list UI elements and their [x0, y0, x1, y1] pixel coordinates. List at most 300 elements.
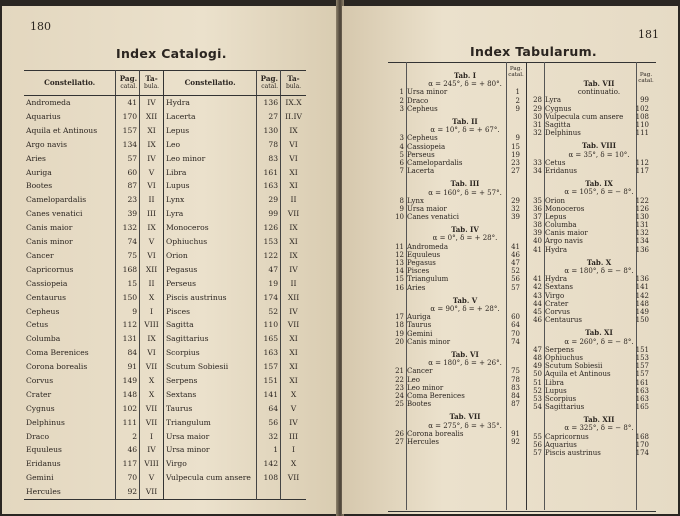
- tabula-heading: [390, 351, 526, 359]
- left-page: [2, 6, 338, 514]
- page-number: 75: [116, 249, 140, 263]
- entry-number: 52: [533, 386, 542, 395]
- list-item: [528, 354, 656, 362]
- tabula-number: III: [140, 207, 164, 221]
- list-item: [390, 338, 526, 346]
- constellation-name: Bootes: [407, 400, 432, 409]
- constellation-name: Camelopardalis: [407, 158, 463, 167]
- page-number: 74: [116, 235, 140, 249]
- list-item: [390, 167, 526, 175]
- page-number: 57: [511, 283, 520, 292]
- constellation-name: Sagittarius: [165, 334, 209, 344]
- list-item: [528, 205, 656, 213]
- table-row: [24, 179, 306, 193]
- pag-header-left: Pag. catal.: [508, 66, 524, 79]
- list-item: [528, 167, 656, 175]
- page-number: 111: [116, 415, 140, 429]
- page-number: 52: [511, 267, 520, 276]
- list-item: [390, 330, 526, 338]
- constellation-name: Hercules: [407, 437, 439, 446]
- entry-number: 11: [395, 242, 404, 251]
- constellation-name: Vulpecula cum ansere: [545, 112, 624, 121]
- page-number: 56: [511, 275, 520, 284]
- constellation-name: Piscis austrinus: [165, 292, 227, 302]
- page-number: 157: [635, 370, 649, 379]
- page-number: 157: [635, 362, 649, 371]
- list-item: [390, 88, 526, 96]
- entry-number: 15: [395, 275, 404, 284]
- list-item: [390, 159, 526, 167]
- page-number: 27: [257, 110, 281, 124]
- constellation-name: Ursa minor: [165, 445, 210, 455]
- table-row: [24, 290, 306, 304]
- constellation-name: Cepheus: [26, 306, 60, 316]
- page-number: 74: [511, 337, 520, 346]
- tabula-heading-text: Tab. VII: [583, 79, 615, 88]
- tabula-heading-text: Tab. I: [453, 71, 477, 80]
- page-number: 161: [635, 378, 649, 387]
- constellation-name: Cancer: [26, 250, 54, 260]
- page-number: 91: [511, 429, 520, 438]
- entry-number: 35: [533, 196, 542, 205]
- header-tabula-2: Ta- bula.: [281, 71, 306, 96]
- constellation-name: Scorpius: [165, 348, 200, 358]
- constellation-name: Aquarius: [545, 440, 577, 449]
- table-row: [24, 332, 306, 346]
- constellation-name: Columba: [545, 221, 577, 230]
- list-item: [528, 275, 656, 283]
- page-number: 141: [635, 283, 649, 292]
- list-item: [390, 259, 526, 267]
- table-row: [24, 193, 306, 207]
- constellation-name: Leo minor: [407, 383, 444, 392]
- tabula-number: IX: [140, 332, 164, 346]
- constellation-name: Equuleus: [26, 445, 62, 455]
- constellation-name: Sagitta: [165, 320, 194, 330]
- tabula-number: VII: [281, 471, 306, 485]
- tabula-number: II: [281, 277, 306, 291]
- constellation-name: Monoceros: [165, 223, 209, 233]
- tabula-number: I: [140, 429, 164, 443]
- constellation-name: Canes venatici: [407, 213, 459, 222]
- page-number: 15: [511, 142, 520, 151]
- tabula-coordinates: α = 180°, δ = − 8°.: [564, 267, 634, 276]
- list-item: [390, 284, 526, 292]
- constellation-name: [163, 485, 256, 499]
- entry-number: 41: [533, 275, 542, 284]
- constellation-name: Sagitta: [545, 120, 571, 129]
- table-row: [24, 221, 306, 235]
- page-number: 87: [116, 179, 140, 193]
- constellation-name: Sextans: [165, 389, 197, 399]
- constellation-name: Camelopardalis: [26, 195, 87, 205]
- table-row: [24, 402, 306, 416]
- table-row: [24, 429, 306, 443]
- list-item: [528, 387, 656, 395]
- tabula-number: IX: [140, 138, 164, 152]
- page-number: 130: [257, 124, 281, 138]
- entry-number: 32: [533, 129, 542, 138]
- tabula-heading: [390, 72, 526, 80]
- tabula-number: I: [140, 304, 164, 318]
- tabula-number: XI: [140, 124, 164, 138]
- tabula-coordinates: α = 275°, δ = + 35°.: [428, 421, 502, 430]
- tabula-heading-text: Tab. XI: [585, 328, 613, 338]
- entry-number: 3: [399, 134, 404, 143]
- tabula-heading-text: Tab. VIII: [581, 141, 617, 151]
- page-number: 83: [257, 152, 281, 166]
- constellation-name: Delphinus: [545, 129, 581, 138]
- page-number: 39: [511, 213, 520, 222]
- page-number: 15: [116, 277, 140, 291]
- constellation-name: Crater: [26, 389, 52, 399]
- constellation-name: Bootes: [26, 181, 53, 191]
- constellation-name: Cassiopeia: [407, 142, 446, 151]
- constellation-name: Draco: [407, 96, 429, 105]
- entry-number: 56: [533, 440, 542, 449]
- constellation-name: Monoceros: [545, 204, 585, 213]
- page-number: 111: [635, 129, 649, 138]
- table-row: [24, 374, 306, 388]
- page-number: 108: [257, 471, 281, 485]
- page-number: 84: [511, 391, 520, 400]
- constellation-name: Pisces: [165, 306, 191, 316]
- list-item: [528, 449, 656, 457]
- header-tabula: Ta- bula.: [140, 71, 164, 96]
- tabula-number: II: [281, 193, 306, 207]
- list-item: [528, 283, 656, 291]
- list-item: [390, 151, 526, 159]
- divider-line: [526, 62, 527, 510]
- page-number: 70: [116, 471, 140, 485]
- tabula-number: X: [281, 388, 306, 402]
- entry-number: 40: [533, 237, 542, 246]
- page-number: 132: [635, 229, 649, 238]
- tabula-coordinates: α = 10°, δ = + 67°.: [430, 126, 500, 135]
- page-number: 165: [635, 403, 649, 412]
- table-row: [24, 485, 306, 499]
- entry-number: 30: [533, 112, 542, 121]
- table-row: [24, 110, 306, 124]
- list-item: [390, 367, 526, 375]
- page-number: 110: [257, 318, 281, 332]
- list-item: [528, 379, 656, 387]
- entry-number: 29: [533, 104, 542, 113]
- entry-number: 7: [399, 167, 404, 176]
- page-number: 126: [257, 221, 281, 235]
- list-item: [390, 243, 526, 251]
- list-item: [390, 267, 526, 275]
- entry-number: 39: [533, 229, 542, 238]
- constellation-name: Gemini: [26, 473, 54, 483]
- tabula-heading: [528, 259, 656, 267]
- constellation-name: Vulpecula cum ansere: [165, 473, 251, 483]
- tabula-number: IV: [140, 152, 164, 166]
- tabula-number: XII: [281, 290, 306, 304]
- constellation-name: Virgo: [165, 459, 187, 469]
- constellation-name: Delphinus: [26, 417, 65, 427]
- tabula-heading-text: Tab. IX: [585, 179, 613, 189]
- constellation-name: Scutum Sobiesii: [165, 362, 229, 372]
- page-number: 134: [116, 138, 140, 152]
- page-number: 170: [635, 440, 649, 449]
- tabula-number: VII: [140, 485, 164, 499]
- constellation-name: Corona borealis: [26, 362, 88, 372]
- page-number: 87: [511, 400, 520, 409]
- tabula-heading-text: Tab. V: [452, 295, 478, 305]
- constellation-name: Lynx: [165, 195, 185, 205]
- entry-number: 51: [533, 378, 542, 387]
- constellation-name: Lepus: [165, 125, 190, 135]
- constellation-name: Aries: [26, 153, 46, 163]
- tabula-number: XII: [140, 110, 164, 124]
- list-item: [390, 275, 526, 283]
- constellation-name: Libra: [545, 378, 564, 387]
- page-number: 70: [511, 329, 520, 338]
- table-row: [24, 152, 306, 166]
- header-pag: Pag. catal.: [116, 71, 140, 96]
- constellation-name: Capricornus: [545, 432, 589, 441]
- entry-number: 55: [533, 432, 542, 441]
- constellation-name: Ophiuchus: [545, 353, 584, 362]
- tabula-number: V: [140, 471, 164, 485]
- page-number: 102: [116, 402, 140, 416]
- tabula-number: XII: [140, 263, 164, 277]
- entry-number: 41: [533, 245, 542, 254]
- page-number: [257, 485, 281, 499]
- tabularum-column-right: [528, 80, 656, 457]
- page-number: 132: [116, 221, 140, 235]
- tabula-number: II: [140, 277, 164, 291]
- page-number: 131: [116, 332, 140, 346]
- constellation-name: Scorpius: [545, 394, 577, 403]
- tabula-heading-text: Tab. VII: [449, 412, 481, 422]
- page-number: 2: [515, 96, 520, 105]
- page-number: 29: [257, 193, 281, 207]
- page-number: 157: [116, 124, 140, 138]
- constellation-name: Sextans: [545, 283, 573, 292]
- page-number: 136: [257, 96, 281, 110]
- tabula-number: VI: [281, 152, 306, 166]
- list-item: [528, 403, 656, 411]
- constellation-name: Corvus: [26, 375, 54, 385]
- table-row: [24, 138, 306, 152]
- page-number: 151: [635, 345, 649, 354]
- page-number: 141: [257, 388, 281, 402]
- tabula-coordinates: α = 180°, δ = + 26°.: [428, 359, 502, 368]
- page-number: 2: [116, 429, 140, 443]
- constellation-name: Aquarius: [26, 112, 61, 122]
- tabula-number: X: [140, 290, 164, 304]
- constellation-name: Gemini: [407, 329, 433, 338]
- page-number: 126: [635, 204, 649, 213]
- constellation-name: Scutum Sobiesii: [545, 362, 603, 371]
- constellation-name: Corona borealis: [407, 429, 464, 438]
- constellation-name: Pegasus: [407, 259, 436, 268]
- table-header-row: [24, 71, 306, 96]
- constellation-name: Lacerta: [165, 112, 196, 122]
- tabula-number: V: [140, 235, 164, 249]
- entry-number: 14: [395, 267, 404, 276]
- constellation-name: Hydra: [545, 245, 568, 254]
- constellation-name: Taurus: [165, 403, 193, 413]
- page-number: 130: [635, 212, 649, 221]
- table-row: [24, 96, 306, 110]
- tabula-number: XI: [281, 235, 306, 249]
- page-number: 112: [635, 158, 649, 167]
- tabula-number: XI: [281, 346, 306, 360]
- tabula-number: X: [140, 388, 164, 402]
- constellation-name: Cygnus: [545, 104, 572, 113]
- constellation-name: Auriga: [407, 313, 431, 322]
- tabula-number: XI: [281, 179, 306, 193]
- list-item: [390, 438, 526, 446]
- tabula-number: VII: [140, 415, 164, 429]
- entry-number: 53: [533, 394, 542, 403]
- page-number: 75: [511, 367, 520, 376]
- list-item: [528, 346, 656, 354]
- constellation-name: Cepheus: [407, 134, 438, 143]
- entry-number: 49: [533, 362, 542, 371]
- page-number: 78: [511, 375, 520, 384]
- entry-number: 4: [399, 142, 404, 151]
- page-number: 134: [635, 237, 649, 246]
- page-number: 41: [511, 242, 520, 251]
- table-row: [24, 124, 306, 138]
- constellation-name: Argo navis: [545, 237, 583, 246]
- constellation-name: Ursa maior: [165, 431, 210, 441]
- page-number: 64: [257, 402, 281, 416]
- page-number-left: 180: [30, 20, 51, 33]
- tabula-heading: [390, 180, 526, 188]
- page-number: 99: [640, 96, 649, 105]
- page-number: 99: [257, 207, 281, 221]
- tabula-number: VI: [140, 249, 164, 263]
- tabula-heading: [390, 297, 526, 305]
- tabula-number: IX: [281, 221, 306, 235]
- page-number: 27: [511, 167, 520, 176]
- page-number: 46: [116, 443, 140, 457]
- constellation-name: Leo: [165, 139, 181, 149]
- page-number: 1: [257, 443, 281, 457]
- constellation-name: Capricornus: [26, 264, 74, 274]
- list-item: [390, 105, 526, 113]
- page-number: 91: [116, 360, 140, 374]
- header-pag-2: Pag. catal.: [257, 71, 281, 96]
- page-number: 9: [515, 134, 520, 143]
- page-number: 165: [257, 332, 281, 346]
- entry-number: 27: [395, 437, 404, 446]
- page-number: 29: [511, 196, 520, 205]
- constellation-name: Cancer: [407, 367, 433, 376]
- constellation-name: Sagittarius: [545, 403, 585, 412]
- entry-number: 9: [399, 204, 404, 213]
- list-item: [528, 105, 656, 113]
- table-row: [24, 165, 306, 179]
- page-number: 174: [635, 449, 649, 458]
- table-row: [24, 346, 306, 360]
- page-number: 136: [635, 275, 649, 284]
- page-number: 110: [635, 120, 649, 129]
- table-row: [24, 388, 306, 402]
- list-item: [390, 321, 526, 329]
- constellation-name: Canis maior: [545, 229, 588, 238]
- page-number: 170: [116, 110, 140, 124]
- list-item: [390, 213, 526, 221]
- tabula-number: IX.X: [281, 96, 306, 110]
- constellation-name: Cassiopeia: [26, 278, 68, 288]
- constellation-name: Pegasus: [165, 264, 198, 274]
- constellation-name: Triangulum: [407, 275, 449, 284]
- entry-number: 21: [395, 367, 404, 376]
- index-catalogi-title: Index Catalogi.: [116, 46, 227, 61]
- entry-number: 33: [533, 158, 542, 167]
- tabula-heading-text: Tab. XII: [583, 415, 615, 425]
- page-number: 142: [257, 457, 281, 471]
- tabula-heading: [528, 180, 656, 188]
- tabula-coordinates: continuatio.: [577, 88, 621, 97]
- tabula-heading: [528, 416, 656, 424]
- tabula-number: IV: [281, 304, 306, 318]
- tabula-coordinates: α = 160°, δ = + 57°.: [428, 188, 502, 197]
- page-number: 84: [116, 346, 140, 360]
- page-number: 161: [257, 165, 281, 179]
- entry-number: 17: [395, 313, 404, 322]
- constellation-name: Coma Berenices: [407, 391, 465, 400]
- tabula-heading: [390, 226, 526, 234]
- tabula-coordinates: α = 245°, δ = + 80°.: [428, 80, 502, 89]
- tabula-number: VII: [281, 318, 306, 332]
- tabula-number: II.IV: [281, 110, 306, 124]
- tabula-number: IV: [140, 96, 164, 110]
- page-number: 78: [257, 138, 281, 152]
- tabula-number: VIII: [140, 457, 164, 471]
- constellation-name: Lepus: [545, 212, 567, 221]
- entry-number: 38: [533, 221, 542, 230]
- list-item: [528, 237, 656, 245]
- tabula-number: X: [281, 457, 306, 471]
- tabula-number: VI: [140, 179, 164, 193]
- list-item: [528, 221, 656, 229]
- page-number: 19: [511, 150, 520, 159]
- entry-number: 8: [399, 196, 404, 205]
- list-item: [390, 313, 526, 321]
- list-item: [390, 143, 526, 151]
- page-number: 122: [635, 196, 649, 205]
- tabula-coordinates: α = 90°, δ = + 28°.: [430, 305, 500, 314]
- page-number: 150: [635, 316, 649, 325]
- page-number: 64: [511, 321, 520, 330]
- entry-number: 43: [533, 291, 542, 300]
- table-row: [24, 207, 306, 221]
- constellation-name: Canis minor: [407, 337, 451, 346]
- entry-number: 26: [395, 429, 404, 438]
- list-item: [528, 229, 656, 237]
- constellation-name: Orion: [545, 196, 566, 205]
- tabula-coordinates: α = 35°, δ = 10°.: [568, 150, 630, 159]
- list-item: [390, 430, 526, 438]
- constellation-name: Perseus: [407, 150, 435, 159]
- constellation-name: Argo navis: [26, 139, 67, 149]
- list-item: [390, 251, 526, 259]
- page-number: 56: [257, 415, 281, 429]
- constellation-name: Hercules: [26, 487, 61, 497]
- page-number: 47: [511, 259, 520, 268]
- tabula-heading-text: Tab. II: [452, 116, 478, 126]
- table-row: [24, 471, 306, 485]
- pag-header-right: Pag. catal.: [638, 72, 654, 85]
- entry-number: 13: [395, 259, 404, 268]
